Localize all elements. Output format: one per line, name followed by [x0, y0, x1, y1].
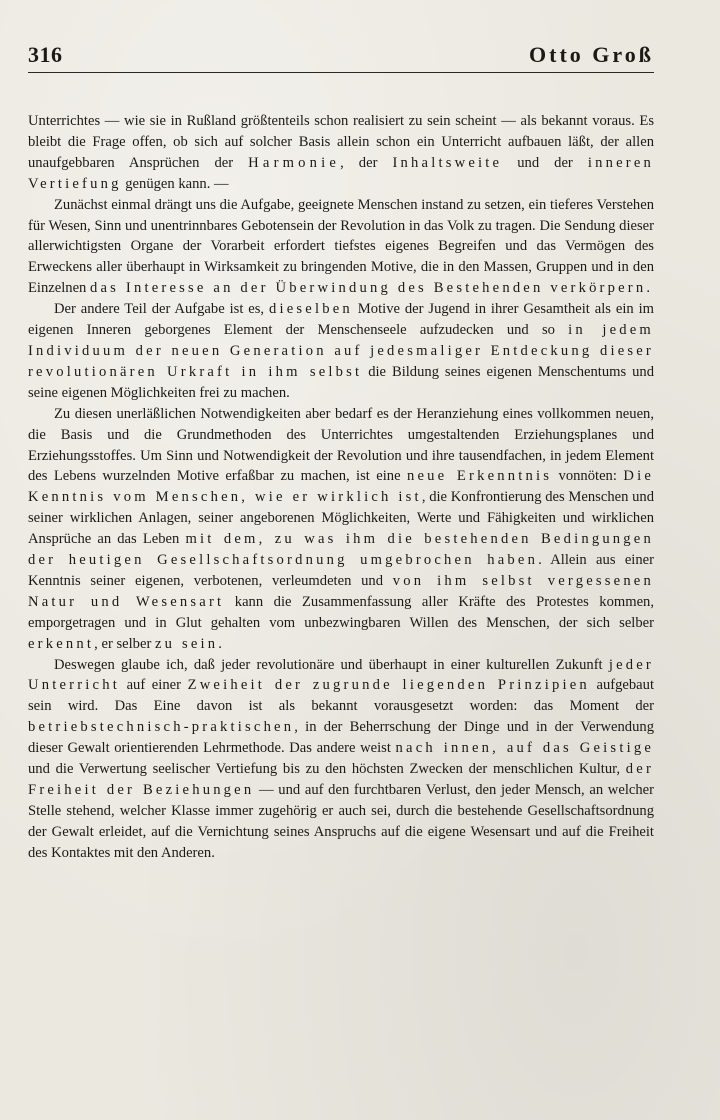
text-run: , in der Beherrschung der Dinge und in der Verwendung dieser Gewalt orientierenden Lehrmethode. Das andere weist — [28, 719, 654, 757]
page-header — [28, 42, 654, 73]
text-run: vonnöten: — [552, 468, 624, 485]
spaced-emphasis: neue Erkenntnis — [406, 468, 553, 485]
spaced-emphasis: dieselben — [268, 301, 353, 318]
spaced-emphasis: in jedem Individuum der neuen Generation auf jedesmaliger Entdeckung dieser revolutionären Urkraft in ihm selbst — [28, 322, 654, 380]
text-run: — und auf den furchtbaren Verlust, den jeder Mensch, an welcher Stelle stehend, welcher Klasse immer zugehörig er auch sei, durch die bestehende Gesellschaftsordnung der Gewalt erleidet, auf die Vernichtung seines Anspruchs auf die eigene Wesensart und auf die Freiheit des Kontaktes mit den Anderen. — [28, 782, 654, 861]
running-head-author: Otto Groß — [529, 42, 654, 67]
text-run: , er selber — [94, 635, 155, 652]
paragraph — [28, 299, 654, 404]
text-run: die Bildung seines eigenen Menschentums und seine eigenen Möglichkeiten frei zu machen. — [28, 363, 654, 401]
spaced-emphasis: jeder Unterricht — [28, 656, 654, 694]
spaced-emphasis: Die Kenntnis vom Menschen, wie er wirklich ist — [28, 468, 654, 506]
spaced-emphasis: Inhaltsweite — [392, 154, 503, 171]
page-number: 316 — [28, 42, 63, 67]
paragraph — [28, 404, 654, 655]
spaced-emphasis: mit dem, zu was ihm die bestehenden Bedingungen der heutigen Gesellschaftsordnung umgebrochen haben — [28, 531, 654, 569]
text-run: genügen kann. — — [121, 175, 229, 192]
spaced-emphasis: betriebstechnisch-praktischen — [28, 719, 295, 736]
spaced-emphasis: zu sein — [154, 635, 219, 652]
text-run: Zunächst einmal drängt uns die Aufgabe, geeignete Menschen instand zu setzen, ein tieferes Verstehen für Wesen, Sinn und unentrinnbares Gebotensein der Revolution in das Volk zu tragen. Die Sendung dieser allerwichtigsten Organe der Vorarbeit erfordert tiefstes eigenes Begreifen und das Vermögen des Erweckens aller überhaupt in Wirksamkeit zu bringenden Motive, die in den Massen, Gruppen und in den Einzelnen — [28, 196, 654, 297]
text-run: . — [218, 635, 222, 652]
text-run: Der andere Teil der Aufgabe ist es, — [54, 301, 269, 318]
text-run: und die Verwertung seelischer Vertiefung bis zu den höchsten Zwecken der menschlichen Kultur, — [28, 761, 626, 778]
text-run: . — [646, 280, 651, 297]
text-run: . Allein aus einer Kenntnis seiner eigenen, verbotenen, verleumdeten und — [28, 552, 654, 589]
text-run: und der — [502, 154, 588, 171]
spaced-emphasis: erkennt — [28, 635, 95, 652]
text-run: Motive der Jugend in ihrer Gesamtheit als ein im eigenen Inneren geborgenes Element der Menschenseele aufzudecken und so — [28, 301, 654, 339]
text-run: kann die Zusammenfassung aller Kräfte des Protestes kommen, emporgetragen und in Glut gehalten vom unbezwingbaren Willen des Menschen, der sich selber — [28, 593, 654, 631]
paragraph — [28, 195, 654, 300]
text-run: Unterrichtes — wie sie in Rußland größtenteils schon realisiert zu sein scheint — als bekannt voraus. Es bleibt die Frage offen, ob sich auf solcher Basis allein schon ein Unterricht aufbauen läßt, der allen unaufgebbaren Ansprüchen der — [28, 113, 654, 171]
text-run: aufgebaut sein wird. Das Eine davon ist als bekannt vorausgesetzt worden: das Moment der — [28, 677, 655, 715]
spaced-emphasis: nach innen, auf das Geistige — [395, 740, 654, 757]
body-text — [28, 111, 654, 864]
text-run: auf einer — [119, 677, 188, 694]
paragraph — [28, 111, 654, 195]
spaced-emphasis: Harmonie — [248, 154, 341, 171]
spaced-emphasis: von ihm selbst vergessenen Natur und Wesensart — [28, 572, 654, 610]
spaced-emphasis: das Interesse an der Überwindung des Bestehenden verkörpern — [90, 280, 647, 297]
text-run: Zu diesen unerläßlichen Notwendigkeiten aber bedarf es der Heranziehung eines vollkommen neuen, die Basis und die Grundmethoden des Unterrichtes umgestaltenden Erziehungsplanes und Erziehungsstoffes. Um Sinn und Notwendigkeit der Revolution und ihre tausendfachen, in jedem Element des Lebens wurzelnden Motive erfaßbar zu machen, ist eine — [28, 405, 654, 485]
text-run: , der — [340, 154, 393, 171]
spaced-emphasis: der Freiheit der Beziehungen — [28, 761, 654, 798]
paragraph — [28, 655, 654, 864]
spaced-emphasis: Zweiheit der zugrunde liegenden Prinzipien — [187, 677, 590, 694]
text-run: Deswegen glaube ich, daß jeder revolutionäre und überhaupt in einer kulturellen Zukunft — [54, 656, 609, 673]
text-run: , die Konfrontierung des Menschen und seiner wirklichen Anlagen, seiner angeborenen Möglichkeiten, Werte und Fähigkeiten und wirklichen Ansprüche an das Leben — [28, 489, 655, 548]
spaced-emphasis: inneren Vertiefung — [28, 154, 654, 192]
